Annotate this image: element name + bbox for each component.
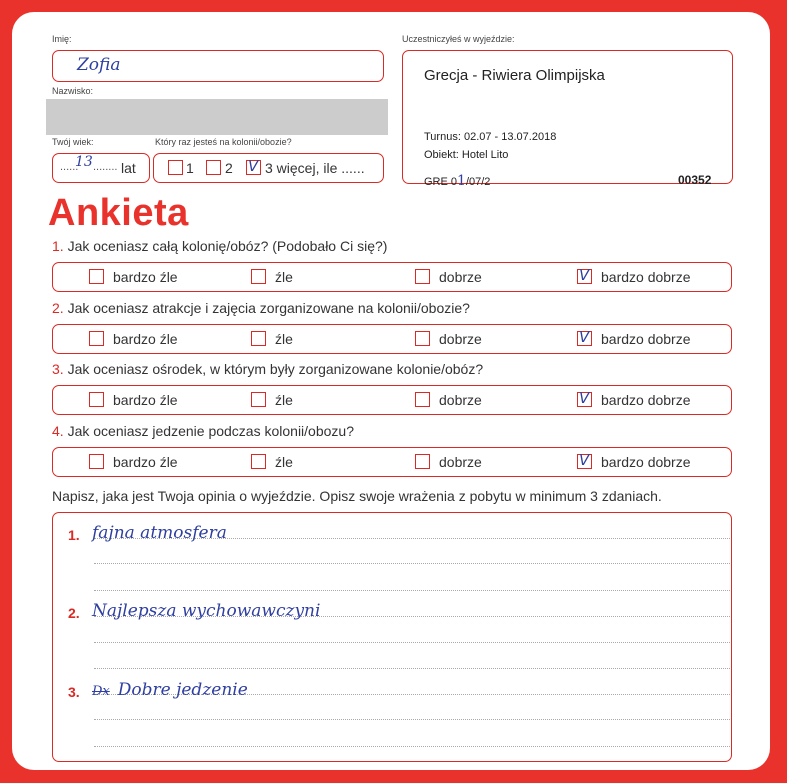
trip-number: 00352 [678, 173, 712, 187]
question-number: 2. [52, 300, 64, 316]
check-mark-icon: V [248, 157, 259, 175]
trip-destination: Grecja - Riwiera Olimpijska [424, 67, 605, 84]
survey-sheet [12, 12, 770, 770]
question-3-options [52, 385, 732, 415]
option-checkbox[interactable] [251, 331, 266, 346]
option-label: bardzo dobrze [601, 331, 691, 347]
option-label: bardzo źle [113, 269, 178, 285]
name-field[interactable] [52, 50, 384, 82]
times-option-2: 2 [225, 160, 233, 176]
trip-label: Uczestniczyłeś w wyjeździe: [402, 34, 515, 44]
question-label: Jak oceniasz jedzenie podczas kolonii/obozu? [67, 423, 354, 439]
age-dots-before: ...... [60, 161, 79, 173]
question-3-text [52, 361, 483, 377]
times-option-1: 1 [186, 160, 194, 176]
question-1-options [52, 262, 732, 292]
times-checkbox-3[interactable] [246, 157, 261, 175]
trip-code-prefix: GRE 0 [424, 176, 458, 188]
option-checkbox[interactable] [415, 454, 430, 469]
check-mark-icon: V [579, 389, 590, 407]
question-label: Jak oceniasz ośrodek, w którym były zorganizowane kolonie/obóz? [67, 361, 484, 377]
option-checkbox[interactable] [415, 269, 430, 284]
crossed-out-text: Dx [92, 684, 110, 699]
trip-code-suffix: /07/2 [465, 176, 491, 188]
writing-line [94, 668, 730, 669]
option-label: bardzo dobrze [601, 454, 691, 470]
question-number: 3. [52, 361, 64, 377]
times-label: Który raz jesteś na kolonii/obozie? [155, 137, 292, 147]
check-mark-icon: V [579, 451, 590, 469]
option-checkbox[interactable] [577, 266, 592, 284]
option-label: dobrze [439, 269, 482, 285]
answer-number: 1. [68, 527, 80, 543]
option-label: bardzo dobrze [601, 392, 691, 408]
option-label: źle [275, 454, 293, 470]
option-checkbox[interactable] [577, 328, 592, 346]
option-checkbox[interactable] [415, 392, 430, 407]
times-checkbox-2[interactable] [206, 160, 221, 175]
question-4-options [52, 447, 732, 477]
obiekt-label: Obiekt: [424, 149, 459, 161]
times-field [153, 153, 384, 183]
check-mark-icon: V [579, 328, 590, 346]
writing-line [94, 563, 730, 564]
obiekt-value: Hotel Lito [461, 149, 509, 161]
option-checkbox[interactable] [251, 454, 266, 469]
age-label: Twój wiek: [52, 137, 94, 147]
surname-label: Nazwisko: [52, 86, 94, 96]
question-2-options [52, 324, 732, 354]
option-checkbox[interactable] [251, 392, 266, 407]
answer-number: 2. [68, 605, 80, 621]
answer-2-text [92, 601, 320, 621]
writing-line [94, 642, 730, 643]
times-option-3: 3 więcej, ile ...... [265, 160, 365, 176]
option-label: dobrze [439, 454, 482, 470]
answer-handwriting: fajna atmosfera [92, 523, 227, 543]
answer-3-text [92, 680, 248, 700]
question-2-text [52, 300, 470, 316]
question-label: Jak oceniasz całą kolonię/obóz? (Podobało Ci się?) [67, 238, 388, 254]
writing-line [94, 719, 730, 720]
times-checkbox-1[interactable] [168, 160, 183, 175]
answer-handwriting: Najlepsza wychowawczyni [92, 601, 321, 621]
option-label: bardzo dobrze [601, 269, 691, 285]
option-checkbox[interactable] [577, 389, 592, 407]
option-checkbox[interactable] [89, 269, 104, 284]
check-mark-icon: V [579, 266, 590, 284]
option-label: bardzo źle [113, 454, 178, 470]
age-field[interactable] [52, 153, 150, 183]
option-label: bardzo źle [113, 392, 178, 408]
answer-handwriting: Dobre jedzenie [117, 680, 248, 700]
trip-code [424, 173, 490, 189]
turnus-value: 02.07 - 13.07.2018 [463, 131, 557, 143]
question-label: Jak oceniasz atrakcje i zajęcia zorganizowane na kolonii/obozie? [67, 300, 470, 316]
redacted-surname [46, 99, 388, 135]
writing-line [94, 746, 730, 747]
option-checkbox[interactable] [89, 392, 104, 407]
question-number: 1. [52, 238, 64, 254]
option-checkbox[interactable] [251, 269, 266, 284]
question-number: 4. [52, 423, 64, 439]
name-value: Zofia [77, 55, 121, 75]
answer-1-text [92, 523, 227, 543]
answer-number: 3. [68, 684, 80, 700]
age-dots-after: ........ [93, 161, 118, 173]
option-label: dobrze [439, 331, 482, 347]
option-checkbox[interactable] [415, 331, 430, 346]
opinion-prompt: Napisz, jaka jest Twoja opinia o wyjeździe. Opisz swoje wrażenia z pobytu w minimum 3 zdaniach. [52, 488, 662, 504]
question-1-text [52, 238, 387, 254]
trip-info-box [402, 50, 733, 189]
survey-title: Ankieta [48, 192, 189, 234]
option-label: źle [275, 331, 293, 347]
option-label: dobrze [439, 392, 482, 408]
question-4-text [52, 423, 354, 439]
turnus-label: Turnus: [424, 131, 461, 143]
option-label: bardzo źle [113, 331, 178, 347]
option-checkbox[interactable] [89, 454, 104, 469]
option-label: źle [275, 392, 293, 408]
option-label: źle [275, 269, 293, 285]
opinion-box[interactable] [52, 512, 732, 762]
age-unit: lat [121, 160, 136, 176]
writing-line [94, 590, 730, 591]
name-label: Imię: [52, 34, 72, 44]
option-checkbox[interactable] [577, 451, 592, 469]
age-value: 13 [75, 154, 93, 170]
option-checkbox[interactable] [89, 331, 104, 346]
trip-code-overwrite: 1 [457, 173, 466, 189]
